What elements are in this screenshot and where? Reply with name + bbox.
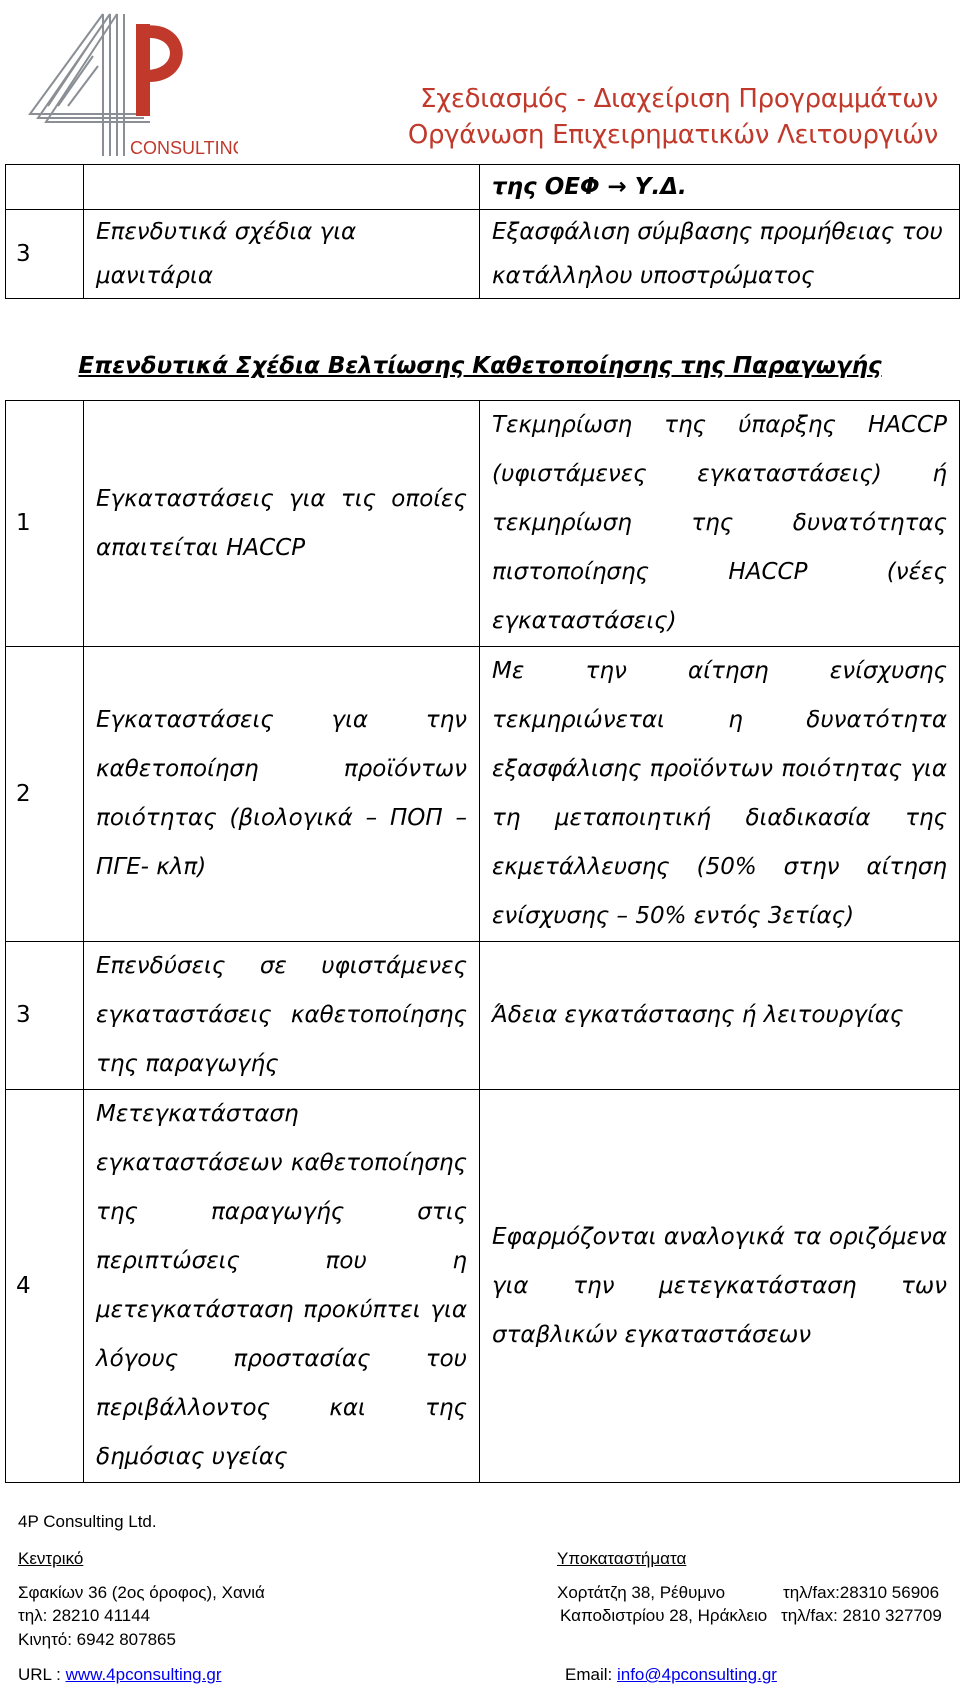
email-link[interactable]: info@4pconsulting.gr xyxy=(616,1665,777,1684)
footer-email-row xyxy=(565,1665,777,1685)
row-number: 3 xyxy=(6,942,84,1090)
website-link[interactable]: www.4pconsulting.gr xyxy=(65,1665,222,1684)
footer-branch1-address: Χορτάτζη 38, Ρέθυμνο xyxy=(557,1583,726,1602)
row-number: 2 xyxy=(6,647,84,942)
url-label: URL : xyxy=(18,1665,61,1684)
row-number xyxy=(6,165,84,210)
row-requirement: της ΟΕΦ → Υ.Δ. xyxy=(480,165,960,210)
row-number: 3 xyxy=(6,210,84,299)
footer-branch1-phone: τηλ/fax:28310 56906 xyxy=(783,1583,940,1602)
row-requirement: Με την αίτηση ενίσχυσης τεκμηριώνεται η δυνατότητα εξασφάλισης προϊόντων ποιότητας για τη μεταποιητική διαδικασία της εκμετάλλευσης (50% στην αίτηση ενίσχυσης – 50% εντός 3ετίας) xyxy=(480,647,960,942)
footer-url-row xyxy=(18,1665,221,1685)
row-requirement: Εξασφάλιση σύμβασης προμήθειας του κατάλληλου υποστρώματος xyxy=(480,210,960,299)
footer-hq-label: Κεντρικό xyxy=(18,1549,84,1568)
continued-table xyxy=(5,164,960,299)
tagline-line2: Οργάνωση Επιχειρηματικών Λειτουργιών xyxy=(407,120,938,150)
row-requirement: Τεκμηρίωση της ύπαρξης HACCP (υφιστάμενες εγκαταστάσεις) ή τεκμηρίωση της δυνατότητας πιστοποίησης HACCP (νέες εγκαταστάσεις) xyxy=(480,401,960,647)
table-row xyxy=(6,647,960,942)
requirements-table xyxy=(5,400,960,1483)
footer-hq-address: Σφακίων 36 (2ος όροφος), Χανιά xyxy=(18,1583,265,1602)
company-logo xyxy=(18,6,238,162)
row-title: Επενδύσεις σε υφιστάμενες εγκαταστάσεις καθετοποίησης της παραγωγής xyxy=(84,942,480,1090)
tagline-line1: Σχεδιασμός - Διαχείριση Προγραμμάτων xyxy=(420,84,938,114)
table-row xyxy=(6,942,960,1090)
row-number: 4 xyxy=(6,1090,84,1483)
section-title: Επενδυτικά Σχέδια Βελτίωσης Καθετοποίησης της Παραγωγής xyxy=(78,353,882,379)
row-number: 1 xyxy=(6,401,84,647)
footer-branches-label: Υποκαταστήματα xyxy=(557,1549,687,1568)
logo-subtext: CONSULTING xyxy=(130,138,238,158)
table-row xyxy=(6,401,960,647)
row-title: Μετεγκατάσταση εγκαταστάσεων καθετοποίησης της παραγωγής στις περιπτώσεις που η μετεγκατάσταση προκύπτει για λόγους προστασίας του περιβάλλοντος και της δημόσιας υγείας xyxy=(84,1090,480,1483)
row-title: Επενδυτικά σχέδια για μανιτάρια xyxy=(84,210,480,299)
table-row xyxy=(6,1090,960,1483)
row-title xyxy=(84,165,480,210)
row-requirement: Άδεια εγκατάστασης ή λειτουργίας xyxy=(480,942,960,1090)
row-requirement: Εφαρμόζονται αναλογικά τα οριζόμενα για την μετεγκατάσταση των σταβλικών εγκαταστάσεων xyxy=(480,1090,960,1483)
email-label: Email: xyxy=(565,1665,613,1684)
footer-branch2-address: Καποδιστρίου 28, Ηράκλειο xyxy=(560,1606,768,1625)
footer-hq-mobile: Κινητό: 6942 807865 xyxy=(18,1630,176,1649)
table-row xyxy=(6,165,960,210)
footer-branch2-phone: τηλ/fax: 2810 327709 xyxy=(781,1606,942,1625)
row-title: Εγκαταστάσεις για τις οποίες απαιτείται HACCP xyxy=(84,401,480,647)
footer-company: 4P Consulting Ltd. xyxy=(18,1512,157,1531)
table-row xyxy=(6,210,960,299)
footer-hq-phone: τηλ: 28210 41144 xyxy=(18,1606,151,1625)
row-title: Εγκαταστάσεις για την καθετοποίηση προϊόντων ποιότητας (βιολογικά – ΠΟΠ – ΠΓΕ- κλπ) xyxy=(84,647,480,942)
